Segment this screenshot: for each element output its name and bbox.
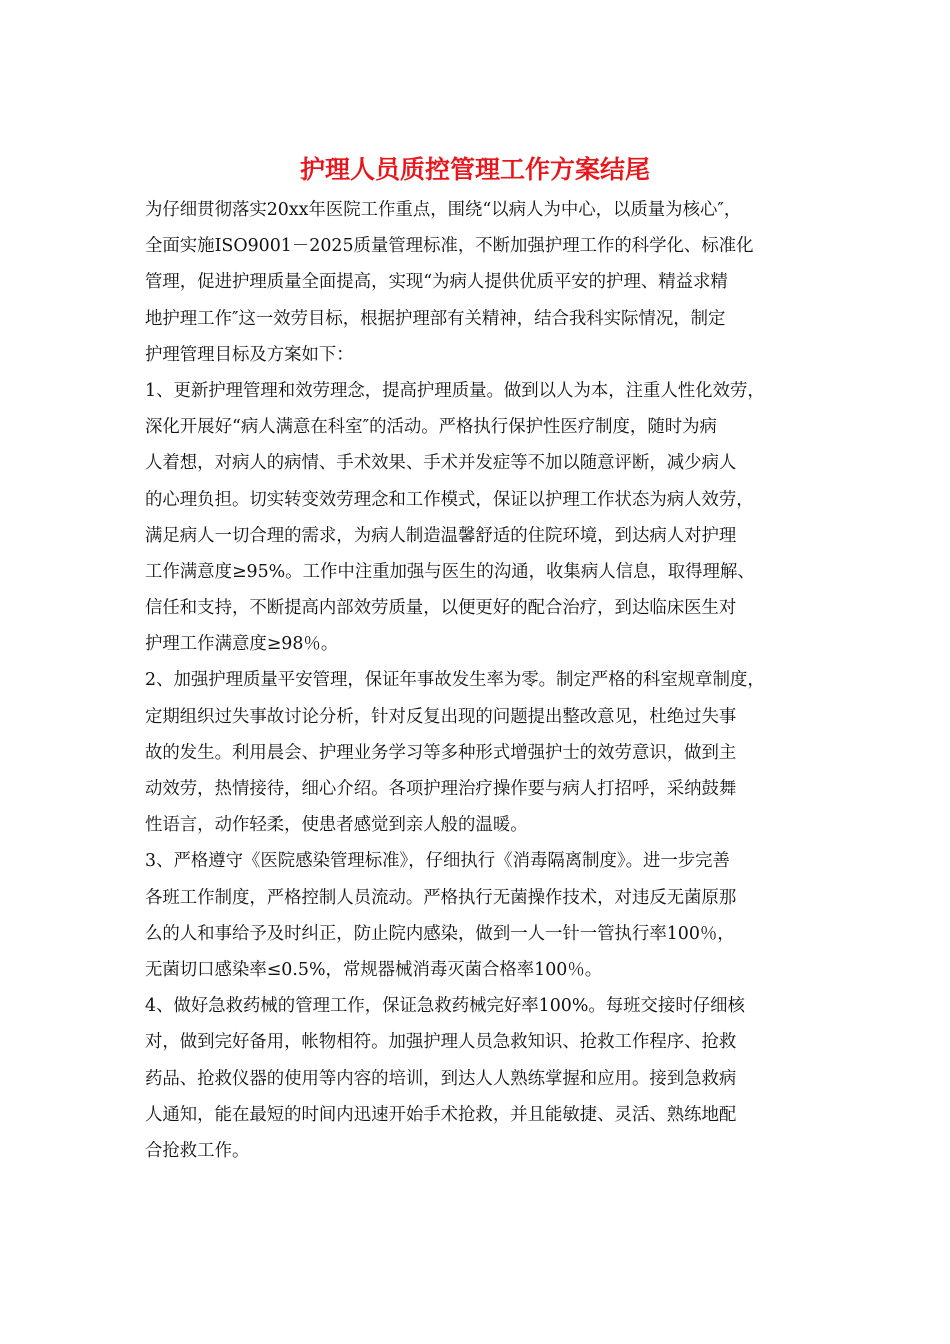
text-line: 为仔细贯彻落实20xx年医院工作重点，围绕“以病人为中心，以质量为核心″， xyxy=(145,200,742,220)
text-line: 定期组织过失事故讨论分析，针对反复出现的问题提出整改意见，杜绝过失事 xyxy=(145,706,737,727)
text-line: 满足病人一切合理的需求，为病人制造温馨舒适的住院环境，到达病人对护理 xyxy=(145,525,737,546)
document-title: 护理人员质控管理工作方案结尾 xyxy=(299,155,650,184)
text-line: 各班工作制度，严格控制人员流动。严格执行无菌操作技术，对违反无菌原那 xyxy=(145,887,737,908)
text-line: 全面实施ISO9001－2025质量管理标准，不断加强护理工作的科学化、标准化 xyxy=(145,236,754,257)
text-line: 1、更新护理管理和效劳理念，提高护理质量。做到以人为本，注重人性化效劳， xyxy=(145,380,765,401)
text-line: 深化开展好“病人满意在科室″的活动。严格执行保护性医疗制度，随时为病 xyxy=(145,417,717,438)
text-line: 故的发生。利用晨会、护理业务学习等多种形式增强护士的效劳意识，做到主 xyxy=(145,742,737,763)
text-line: 3、严格遵守《医院感染管理标准》，仔细执行《消毒隔离制度》。进一步完善 xyxy=(145,851,730,872)
text-line: 人通知，能在最短的时间内迅速开始手术抢救，并且能敏捷、灵活、熟练地配 xyxy=(145,1104,737,1125)
text-line: 信任和支持，不断提高内部效劳质量，以便更好的配合治疗，到达临床医生对 xyxy=(145,598,737,619)
text-line: 地护理工作″这一效劳目标，根据护理部有关精神，结合我科实际情况，制定 xyxy=(145,308,726,329)
text-line: 药品、抢救仪器的使用等内容的培训，到达人人熟练掌握和应用。接到急救病 xyxy=(145,1068,737,1089)
text-line: 么的人和事给予及时纠正，防止院内感染，做到一人一针一管执行率100％， xyxy=(145,923,735,944)
text-line: 动效劳，热情接待，细心介绍。各项护理治疗操作要与病人打招呼，采纳鼓舞 xyxy=(145,779,737,799)
document-body xyxy=(145,192,815,1169)
text-line: 护理工作满意度≥98％。 xyxy=(145,634,339,655)
text-line: 护理管理目标及方案如下： xyxy=(145,344,354,365)
text-line: 4、做好急救药械的管理工作，保证急救药械完好率100%。每班交接时仔细核 xyxy=(145,996,745,1017)
text-line: 工作满意度≥95%。工作中注重加强与医生的沟通，收集病人信息，取得理解、 xyxy=(145,561,755,582)
text-line: 对，做到完好备用，帐物相符。加强护理人员急救知识、抢救工作程序、抢救 xyxy=(145,1032,737,1053)
text-line: 性语言，动作轻柔，使患者感觉到亲人般的温暖。 xyxy=(145,815,528,836)
text-line: 合抢救工作。 xyxy=(145,1140,250,1161)
text-line: 无菌切口感染率≤0.5%，常规器械消毒灭菌合格率100％。 xyxy=(145,959,603,980)
text-line: 2、加强护理质量平安管理，保证年事故发生率为零。制定严格的科室规章制度， xyxy=(145,670,765,691)
text-line: 人着想，对病人的病情、手术效果、手术并发症等不加以随意评断，减少病人 xyxy=(145,453,737,474)
text-line: 管理，促进护理质量全面提高，实现“为病人提供优质平安的护理、精益求精 xyxy=(145,272,728,293)
text-line: 的心理负担。切实转变效劳理念和工作模式，保证以护理工作状态为病人效劳， xyxy=(145,489,754,510)
